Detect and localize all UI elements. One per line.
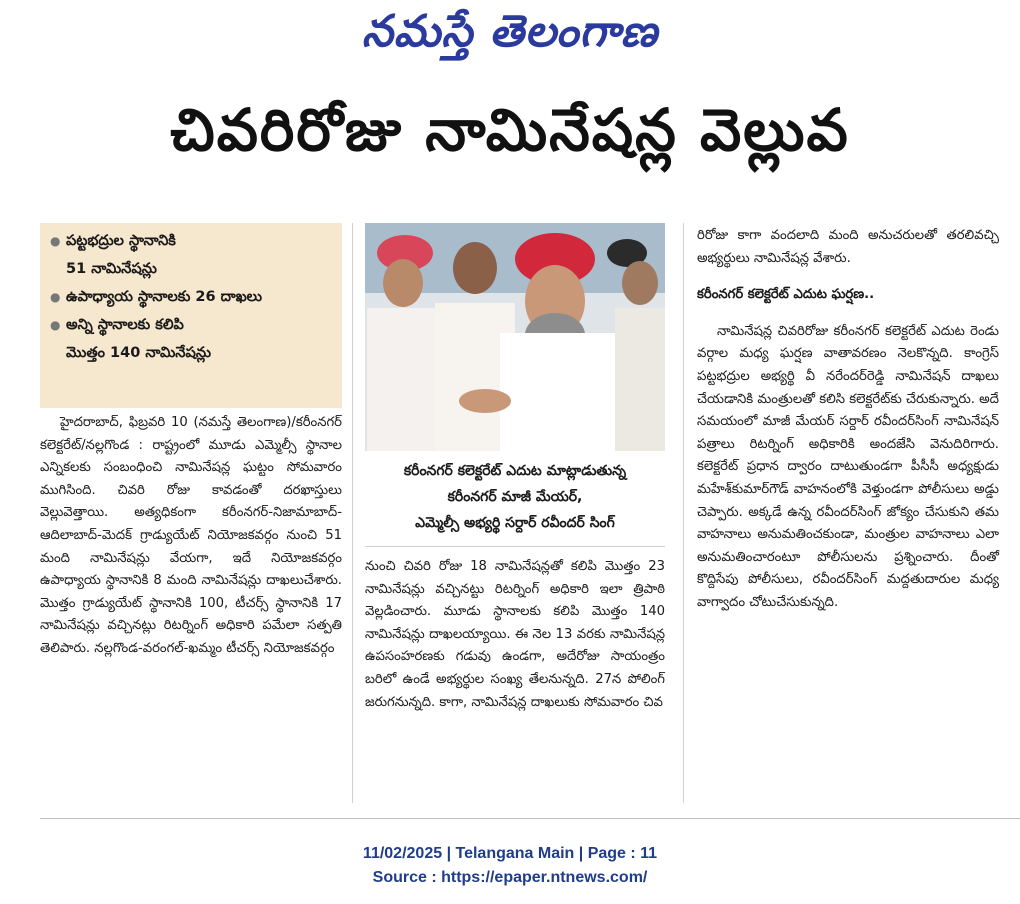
highlight-line: మొత్తం 140 నామినేషన్లు bbox=[66, 345, 212, 361]
article-paragraph: హైదరాబాద్, ఫిబ్రవరి 10 (నమస్తే తెలంగాణ)/కరీంనగర్ కలెక్టరేట్/నల్లగొండ : రాష్ట్రంలో మూడు ఎమ్మెల్సీ స్థానాల ఎన్నికలకు సంబంధించి నామినేషన్ల ఘట్టం సోమవారం ముగిసింది. చివరి రోజు కావడంతో దరఖాస్తులు వెల్లువెత్తాయి. అత్యధికంగా కరీంనగర్-నిజామాబాద్-ఆదిలాబాద్-మెదక్ గ్రాడ్యుయేట్ నియోజకవర్గం నుంచి 51 మంది నామినేషన్లు వేయగా, ఇదే నియోజకవర్గం ఉపాధ్యాయ స్థానానికి 8 మంది నామినేషన్లు దాఖలుచేశారు. మొత్తం గ్రాడ్యుయేట్ స్థానానికి 100, టీచర్స్ స్థానానికి 17 నామినేషన్లు వచ్చినట్లు రిటర్నింగ్ అధికారి పమేలా సత్పతి తెలిపారు. నల్లగొండ-వరంగల్-ఖమ్మం టీచర్స్ నియోజకవర్గం bbox=[40, 415, 342, 656]
highlight-item bbox=[50, 283, 336, 311]
highlight-line: ఉపాధ్యాయ స్థానాలకు 26 దాఖలు bbox=[66, 289, 262, 305]
article-paragraph: రిరోజు కాగా వందలాది మంది అనుచరులతో తరలివచ్చి అభ్యర్థులు నామినేషన్ల వేశారు. bbox=[697, 228, 999, 266]
highlight-line: పట్టభద్రుల స్థానానికి bbox=[66, 233, 176, 249]
caption-line: కరీంనగర్ కలెక్టరేట్ ఎదుట మాట్లాడుతున్న bbox=[403, 463, 627, 479]
highlight-line: అన్ని స్థానాలకు కలిపి bbox=[66, 317, 184, 333]
highlight-item bbox=[50, 311, 336, 367]
bullet-icon: ● bbox=[50, 290, 61, 304]
caption-line: కరీంనగర్ మాజీ మేయర్, bbox=[447, 489, 583, 505]
article-paragraph: నుంచి చివరి రోజు 18 నామినేషన్లతో కలిపి మొత్తం 23 నామినేషన్లు వచ్చినట్టు రిటర్నింగ్ అధికారి ఇలా త్రిపాఠి వెల్లడించారు. మూడు స్థానాలకు కలిపి మొత్తం 140 నామినేషన్లు దాఖలయ్యాయి. ఈ నెల 13 వరకు నామినేషన్ల ఉపసంహరణకు గడువు ఉండగా, అదేరోజు సాయంత్రం బరిలో ఉండే అభ్యర్థుల సంఖ్య తేలనున్నది. 27న పోలింగ్ జరుగనున్నది. కాగా, నామినేషన్ల దాఖలుకు సోమవారం చివ bbox=[365, 559, 665, 710]
news-photo bbox=[365, 223, 665, 451]
article-paragraph: నామినేషన్ల చివరిరోజు కరీంనగర్ కలెక్టరేట్ ఎదుట రెండు వర్గాల మధ్య ఘర్షణ వాతావరణం నెలకొన్నది. కాంగ్రెస్ పట్టభద్రుల అభ్యర్థి వీ నరేందర్‌రెడ్డి నామినేషన్ దాఖలు చేయడానికి మంత్రులతో కలిసి కలెక్టరేట్‌కు చేరుకున్నారు. అదే సమయంలో మాజీ మేయర్ సర్దార్ రవీందర్‌సింగ్ నామినేషన్ పత్రాలు రిటర్నింగ్ అధికారికి అందజేసి వెనుదిరిగారు. కలెక్టరేట్ ప్రధాన ద్వారం దాటుతుండగా పీసీసీ అధ్యక్షుడు మహేశ్‌కుమార్‌గౌడ్ వాహనంలోకి వెళ్తుండగా పోలీసులు అడ్డు చెప్పారు. అక్కడే ఉన్న రవీందర్‌సింగ్ జోక్యం చేసుకుని తమ వాహనాలు అనుమతించకుండా, మంత్రుల వాహనాలు ఎలా అనుమతించారంటూ పోలీసులను ప్రశ్నించారు. దీంతో కొద్దిసేపు పోలీసులు, రవీందర్‌సింగ్ మద్దతుదారుల మధ్య వాగ్వాదం చోటుచేసుకున్నది. bbox=[697, 323, 999, 610]
highlight-item bbox=[50, 227, 336, 283]
bullet-icon: ● bbox=[50, 318, 61, 332]
column-divider bbox=[683, 223, 684, 803]
article-column-3 bbox=[697, 225, 999, 615]
article-subheading: కరీంనగర్ కలెక్టరేట్ ఎదుట ఘర్షణ.. bbox=[697, 287, 875, 303]
caption-line: ఎమ్మెల్సీ అభ్యర్థి సర్దార్ రవీందర్ సింగ్ bbox=[415, 515, 615, 531]
photo-caption bbox=[365, 458, 665, 536]
edition-info: 11/02/2025 | Telangana Main | Page : 11 bbox=[362, 845, 658, 862]
page-footer bbox=[0, 842, 1020, 890]
newspaper-masthead: నమస్తే తెలంగాణ bbox=[361, 6, 659, 57]
article-headline: చివరిరోజు నామినేషన్ల వెల్లువ bbox=[170, 96, 850, 164]
caption-divider bbox=[365, 546, 665, 547]
bullet-icon: ● bbox=[50, 234, 61, 248]
footer-divider bbox=[40, 818, 1020, 819]
column-divider bbox=[352, 223, 353, 803]
highlights-box bbox=[40, 223, 342, 408]
article-column-1 bbox=[40, 412, 342, 661]
news-photo-illustration bbox=[365, 223, 665, 451]
article-column-2 bbox=[365, 556, 665, 714]
source-link[interactable]: Source : https://epaper.ntnews.com/ bbox=[372, 869, 648, 886]
highlight-line: 51 నామినేషన్లు bbox=[66, 261, 157, 277]
